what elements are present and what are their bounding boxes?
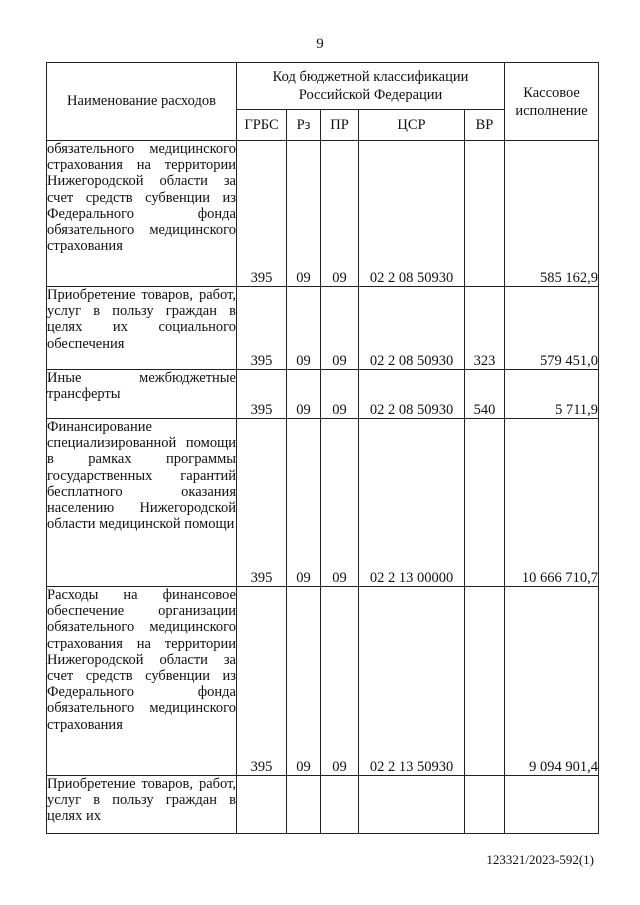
row-amount: 5 711,9: [505, 370, 599, 419]
table-row: [47, 587, 599, 776]
row-rz: 09: [287, 370, 321, 419]
row-name: Расходы на финансовое обеспечение организации обязательного медицинского страхования на территории Нижегородской области за счет средств субвенции из Федерального фонда обязательного медицинского страхования: [47, 587, 237, 776]
table-row: [47, 287, 599, 370]
row-vr: [465, 587, 505, 776]
header-name: Наименование расходов: [47, 63, 237, 141]
row-grbs: 395: [237, 370, 287, 419]
row-rz: 09: [287, 141, 321, 287]
row-csr: 02 2 13 00000: [359, 419, 465, 587]
row-amount: 585 162,9: [505, 141, 599, 287]
row-pr: [321, 776, 359, 834]
row-name: Приобретение товаров, работ, услуг в пользу граждан в целях их социального обеспечения: [47, 287, 237, 370]
row-vr: [465, 141, 505, 287]
row-grbs: [237, 776, 287, 834]
row-csr: 02 2 08 50930: [359, 370, 465, 419]
row-csr: 02 2 08 50930: [359, 287, 465, 370]
row-rz: 09: [287, 419, 321, 587]
row-grbs: 395: [237, 141, 287, 287]
row-name: обязательного медицинского страхования на территории Нижегородской области за счет средств субвенции из Федерального фонда обязательного медицинского страхования: [47, 141, 237, 287]
row-pr: 09: [321, 419, 359, 587]
row-grbs: 395: [237, 587, 287, 776]
header-pr: ПР: [321, 110, 359, 141]
row-vr: [465, 419, 505, 587]
header-vr: ВР: [465, 110, 505, 141]
row-vr: [465, 776, 505, 834]
header-code-group: Код бюджетной классификации Российской Федерации: [237, 63, 505, 110]
page-number: 9: [316, 36, 324, 52]
row-name: Иные межбюджетные трансферты: [47, 370, 237, 419]
row-amount: 10 666 710,7: [505, 419, 599, 587]
row-pr: 09: [321, 587, 359, 776]
table-row: [47, 776, 599, 834]
row-csr: 02 2 13 50930: [359, 587, 465, 776]
row-pr: 09: [321, 370, 359, 419]
row-name: Приобретение товаров, работ, услуг в пользу граждан в целях их: [47, 776, 237, 834]
row-csr: [359, 776, 465, 834]
row-rz: [287, 776, 321, 834]
row-csr: 02 2 08 50930: [359, 141, 465, 287]
header-csr: ЦСР: [359, 110, 465, 141]
row-vr: 540: [465, 370, 505, 419]
budget-table: [46, 62, 599, 834]
table-row: [47, 419, 599, 587]
row-name: Финансирование специализированной помощи в рамках программы государственных гарантий бесплатного оказания населению Нижегородской области медицинской помощи: [47, 419, 237, 587]
row-grbs: 395: [237, 287, 287, 370]
row-vr: 323: [465, 287, 505, 370]
document-number: 123321/2023-592(1): [486, 852, 594, 867]
row-amount: 9 094 901,4: [505, 587, 599, 776]
table-row: [47, 141, 599, 287]
table-row: [47, 370, 599, 419]
row-pr: 09: [321, 287, 359, 370]
header-rz: Рз: [287, 110, 321, 141]
row-rz: 09: [287, 287, 321, 370]
header-grbs: ГРБС: [237, 110, 287, 141]
row-amount: 579 451,0: [505, 287, 599, 370]
row-rz: 09: [287, 587, 321, 776]
row-pr: 09: [321, 141, 359, 287]
header-cash: Кассовое исполнение: [505, 63, 599, 141]
row-grbs: 395: [237, 419, 287, 587]
row-amount: [505, 776, 599, 834]
